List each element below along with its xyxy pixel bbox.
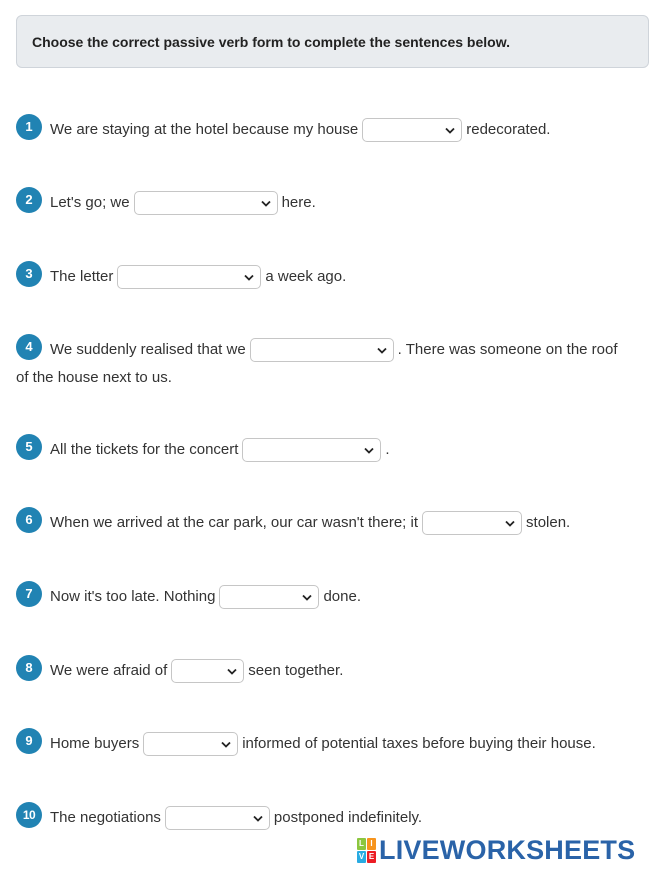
question-text-after: . There was someone on the roof: [397, 341, 618, 358]
question-text-before: We were afraid of: [50, 662, 168, 679]
question-text-continuation: of the house next to us.: [16, 369, 172, 386]
question-text-after: postponed indefinitely.: [273, 809, 423, 826]
question-text-before: When we arrived at the car park, our car wasn't there; it: [50, 514, 419, 531]
answer-dropdown-10[interactable]: [165, 806, 270, 830]
question-number-badge: 9: [16, 728, 42, 754]
question-text-before: Now it's too late. Nothing: [50, 588, 216, 605]
chevron-down-icon: [253, 815, 263, 822]
question-text-before: The letter: [50, 268, 114, 285]
answer-dropdown-1[interactable]: [362, 118, 462, 142]
answer-dropdown-8[interactable]: [171, 659, 244, 683]
chevron-down-icon: [445, 127, 455, 134]
question-number-badge: 7: [16, 581, 42, 607]
question-text-before: We suddenly realised that we: [50, 341, 246, 358]
question-number-badge: 5: [16, 434, 42, 460]
question-text-before: Home buyers: [50, 735, 140, 752]
question-3: [16, 263, 646, 291]
question-number-badge: 1: [16, 114, 42, 140]
question-number-badge: 2: [16, 187, 42, 213]
chevron-down-icon: [261, 200, 271, 207]
chevron-down-icon: [377, 347, 387, 354]
question-text-after: seen together.: [248, 662, 344, 679]
question-text-after: .: [385, 441, 390, 458]
chevron-down-icon: [505, 520, 515, 527]
answer-dropdown-7[interactable]: [219, 585, 319, 609]
chevron-down-icon: [364, 447, 374, 454]
question-2: [16, 189, 646, 217]
question-text-after: redecorated.: [466, 121, 551, 138]
question-text-before: We are staying at the hotel because my house: [50, 121, 359, 138]
logo-letter: L: [357, 838, 366, 850]
answer-dropdown-9[interactable]: [143, 732, 238, 756]
question-text-after: stolen.: [526, 514, 571, 531]
liveworksheets-logo-icon: [357, 838, 376, 863]
logo-letter: V: [358, 852, 365, 861]
question-text-before: Let's go; we: [50, 194, 130, 211]
chevron-down-icon: [302, 594, 312, 601]
question-text-before: The negotiations: [50, 809, 161, 826]
question-text-before: All the tickets for the concert: [50, 441, 239, 458]
brand-name: LIVEWORKSHEETS: [379, 834, 636, 865]
question-7: [16, 583, 646, 611]
logo-letter: E: [368, 852, 375, 861]
question-text-after: here.: [281, 194, 316, 211]
instructions-text: Choose the correct passive verb form to complete the sentences below.: [32, 33, 510, 50]
question-4: [16, 336, 646, 392]
question-6: [16, 509, 646, 537]
chevron-down-icon: [244, 274, 254, 281]
question-text-after: done.: [323, 588, 361, 605]
answer-dropdown-4[interactable]: [250, 338, 394, 362]
chevron-down-icon: [227, 668, 237, 675]
answer-dropdown-3[interactable]: [117, 265, 261, 289]
question-8: [16, 657, 646, 685]
liveworksheets-brand: [357, 836, 635, 864]
answer-dropdown-6[interactable]: [422, 511, 522, 535]
question-1: [16, 116, 646, 144]
question-number-badge: 3: [16, 261, 42, 287]
question-9: [16, 730, 646, 758]
question-text-after: a week ago.: [265, 268, 347, 285]
answer-dropdown-2[interactable]: [134, 191, 278, 215]
question-10: [16, 804, 646, 832]
question-number-badge: 10: [16, 802, 42, 828]
question-number-badge: 6: [16, 507, 42, 533]
question-number-badge: 8: [16, 655, 42, 681]
question-text-after: informed of potential taxes before buying their house.: [242, 735, 596, 752]
question-number-badge: 4: [16, 334, 42, 360]
question-5: [16, 436, 646, 464]
answer-dropdown-5[interactable]: [242, 438, 381, 462]
instructions-panel: [16, 15, 649, 68]
chevron-down-icon: [221, 741, 231, 748]
logo-letter: I: [367, 838, 376, 850]
